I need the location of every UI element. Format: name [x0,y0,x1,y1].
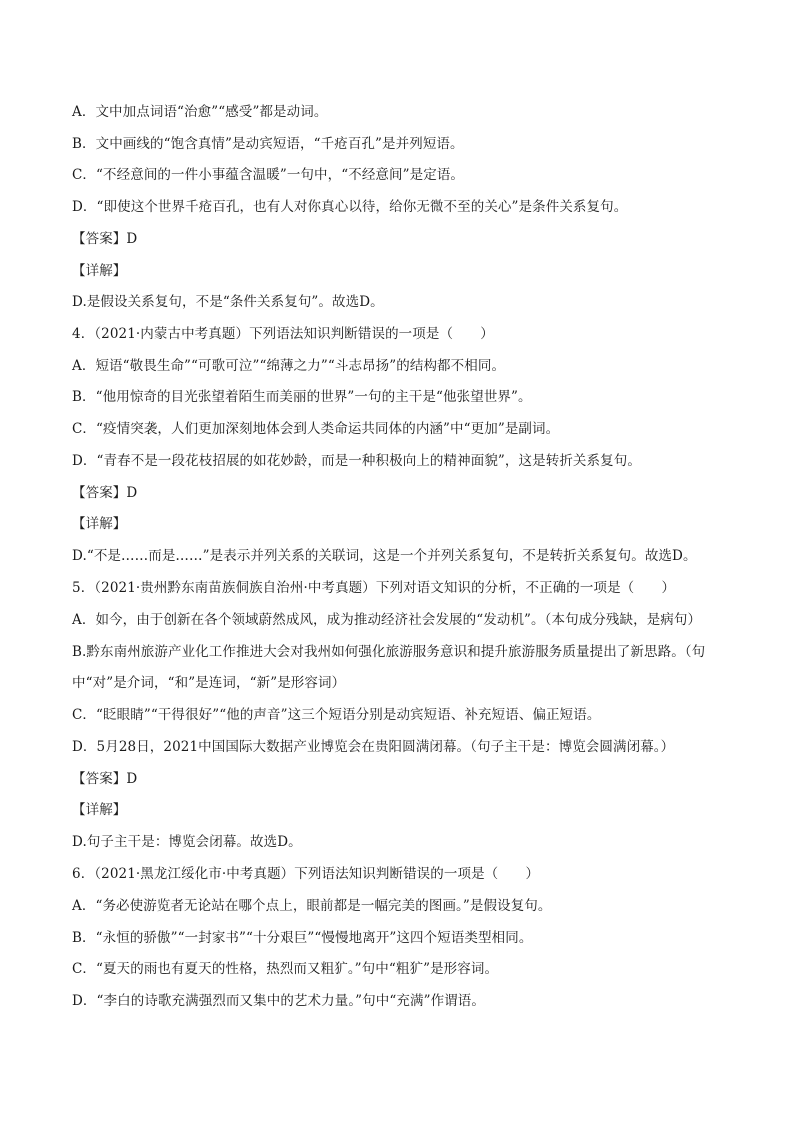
option-a-line: A．文中加点词语“治愈”“感受”都是动词。 [72,104,328,120]
option-b-line: B．文中画线的“饱含真情”是动宾短语，“千疮百孔”是并列短语。 [72,136,464,152]
q4-option-a: A．短语“敬畏生命”“可歌可泣”“绵薄之力”“斗志昂扬”的结构都不相同。 [72,358,506,374]
q4-detail-label: 【详解】 [72,516,127,532]
q5-option-d: D．5月28日，2021中国国际大数据产业博览会在贵阳圆满闭幕。（句子主干是：博览会圆满闭幕。） [72,739,675,755]
q6-option-b: B．“永恒的骄傲”“一封家书”“十分艰巨”“慢慢地离开”这四个短语类型相同。 [72,930,533,946]
q5-detail-label: 【详解】 [72,802,127,818]
detail-label: 【详解】 [72,263,127,279]
q4-option-b: B．“他用惊奇的目光张望着陌生而美丽的世界”一句的主干是“他张望世界”。 [72,389,532,405]
q4-option-c: C．“疫情突袭，人们更加深刻地体会到人类命运共同体的内涵”中“更加”是副词。 [72,421,560,437]
q5-answer-label: 【答案】D [72,771,138,787]
answer-label: 【答案】D [72,231,138,247]
q4-option-d: D．“青春不是一段花枝招展的如花妙龄，而是一种积极向上的精神面貌”，这是转折关系复句。 [72,453,641,469]
q5-option-b: B.黔东南州旅游产业化工作推进大会对我州如何强化旅游服务意识和提升旅游服务质量提出了新思路。（句 [72,644,706,660]
q5-option-b-cont: 中“对”是介词，“和”是连词，“新”是形容词） [72,675,346,691]
question-6-stem: 6．（2021·黑龙江绥化市·中考真题）下列语法知识判断错误的一项是（ ） [72,866,540,882]
q5-detail-text: D.句子主干是：博览会闭幕。故选D。 [72,834,302,850]
q6-option-c: C．“夏天的雨也有夏天的性格，热烈而又粗犷。”句中“粗犷”是形容词。 [72,961,499,977]
option-c-line: C．“不经意间的一件小事蕴含温暖”一句中，“不经意间”是定语。 [72,167,465,183]
option-d-line: D．“即使这个世界千疮百孔，也有人对你真心以待，给你无微不至的关心”是条件关系复句。 [72,199,628,215]
q6-option-d: D．“李白的诗歌充满强烈而又集中的艺术力量。”句中“充满”作谓语。 [72,993,485,1009]
q6-option-a: A．“务必使游览者无论站在哪个点上，眼前都是一幅完美的图画。”是假设复句。 [72,898,552,914]
q4-answer-label: 【答案】D [72,485,138,501]
q5-option-a: A．如今，由于创新在各个领域蔚然成风，成为推动经济社会发展的“发动机”。（本句成分残缺，是病句） [72,612,702,628]
q4-detail-text: D.“不是……而是……”是表示并列关系的关联词，这是一个并列关系复句，不是转折关系复句。故选D。 [72,548,697,564]
q5-option-c: C．“眨眼睛”“干得很好”“他的声音”这三个短语分别是动宾短语、补充短语、偏正短语。 [72,707,601,723]
question-5-stem: 5．（2021·贵州黔东南苗族侗族自治州·中考真题）下列对语文知识的分析，不正确的一项是（ ） [72,580,676,596]
detail-text: D.是假设关系复句，不是“条件关系复句”。故选D。 [72,294,384,310]
question-4-stem: 4．（2021·内蒙古中考真题）下列语法知识判断错误的一项是（ ） [72,326,494,342]
